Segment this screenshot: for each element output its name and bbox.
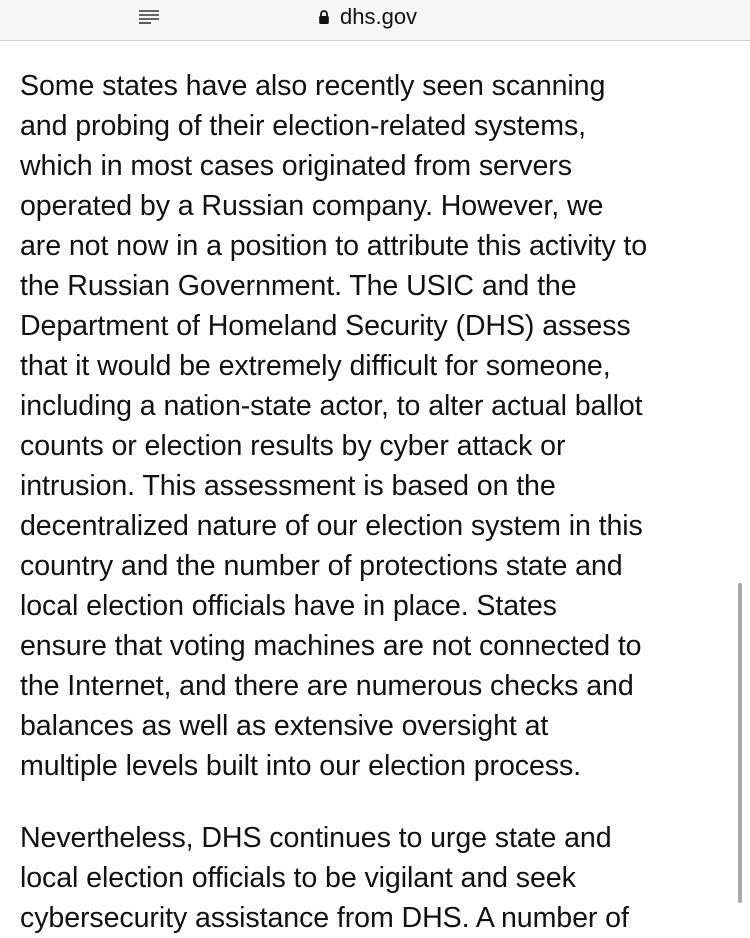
paragraph-line: cybersecurity assistance from DHS. A number of <box>20 902 629 934</box>
reader-view-icon[interactable] <box>137 8 161 28</box>
paragraph-line: counts or election results by cyber attack or <box>20 430 566 462</box>
paragraph-line: Some states have also recently seen scanning <box>20 70 606 102</box>
paragraph-line: the Russian Government. The USIC and the <box>20 270 577 302</box>
paragraph-line: intrusion. This assessment is based on the <box>20 470 556 502</box>
paragraph-line: balances as well as extensive oversight at <box>20 710 549 742</box>
browser-address-bar[interactable] <box>0 0 750 41</box>
article-content <box>20 66 736 934</box>
paragraph-line: ensure that voting machines are not connected to <box>20 630 642 662</box>
paragraph-line: including a nation-state actor, to alter actual ballot <box>20 390 643 422</box>
article-paragraph-2 <box>20 818 629 938</box>
paragraph-line: multiple levels built into our election process. <box>20 750 582 782</box>
url-display[interactable] <box>318 5 417 29</box>
paragraph-line: the Internet, and there are numerous checks and <box>20 670 634 702</box>
paragraph-line: decentralized nature of our election system in this <box>20 510 643 542</box>
paragraph-line: operated by a Russian company. However, we <box>20 190 604 222</box>
paragraph-line: local election officials to be vigilant and seek <box>20 862 576 894</box>
paragraph-line: are not now in a position to attribute this activity to <box>20 230 648 262</box>
paragraph-line: Department of Homeland Security (DHS) assess <box>20 310 631 342</box>
paragraph-line: Nevertheless, DHS continues to urge state and <box>20 822 612 854</box>
paragraph-line: country and the number of protections state and <box>20 550 623 582</box>
paragraph-line: local election officials have in place. States <box>20 590 557 622</box>
paragraph-line: which in most cases originated from servers <box>20 150 572 182</box>
lock-icon <box>318 9 330 25</box>
article-paragraph-1 <box>20 66 736 786</box>
url-domain: dhs.gov <box>340 4 418 29</box>
vertical-scrollbar[interactable] <box>738 583 742 903</box>
paragraph-line: and probing of their election-related systems, <box>20 110 586 142</box>
paragraph-line: that it would be extremely difficult for someone, <box>20 350 611 382</box>
